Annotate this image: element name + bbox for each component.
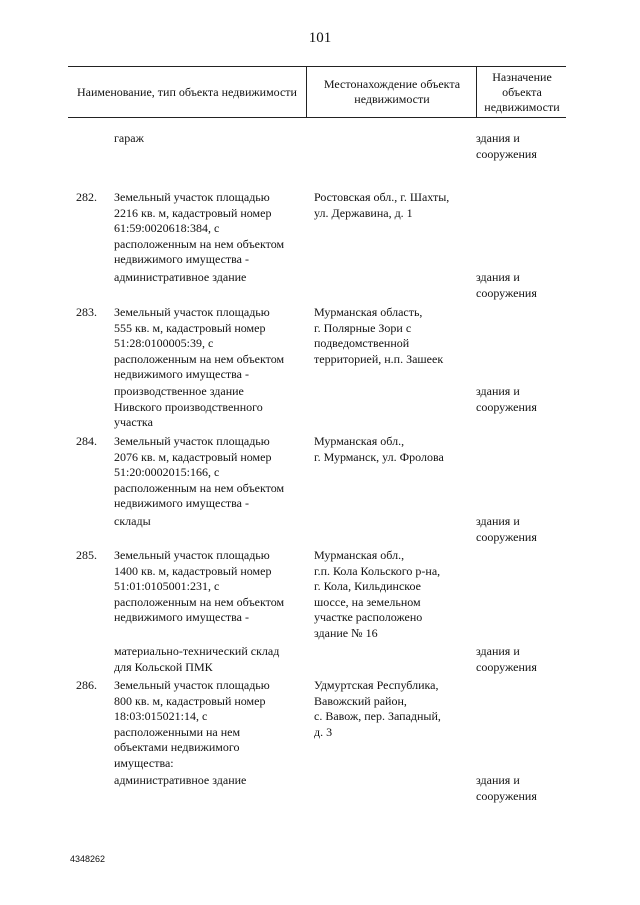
header-name-type: Наименование, тип объекта недвижимости: [77, 84, 297, 99]
row-number: 283.: [76, 305, 97, 319]
page-number: 101: [308, 30, 332, 46]
row-desc: административное здание: [114, 773, 247, 787]
row-desc: склады: [114, 514, 151, 528]
row-location: Ростовская обл., г. Шахты, ул. Державина, д. 1: [314, 190, 450, 220]
header-purpose: Назначение объекта недвижимости: [476, 67, 567, 117]
row-desc: Земельный участок площадью 800 кв. м, кадастровый номер 18:03:015021:14, с расположенными на нем объектами недвижимого имущества:: [114, 678, 270, 770]
row-purpose: здания и сооружения: [476, 773, 537, 803]
row-number: 285.: [76, 548, 97, 562]
row-desc: Земельный участок площадью 555 кв. м, кадастровый номер 51:28:0100005:39, с расположенным на нем объектом недвижимого имущества -: [114, 305, 285, 381]
row-location: Мурманская обл., г. Мурманск, ул. Фролова: [314, 434, 444, 464]
row-purpose: здания и сооружения: [476, 384, 537, 414]
row-number: 286.: [76, 678, 97, 692]
header-location: Местонахождение объекта недвижимости: [306, 67, 477, 117]
row-desc: производственное здание Нивского производственного участка: [114, 384, 263, 429]
row-purpose: здания и сооружения: [476, 270, 537, 300]
row-desc: гараж: [114, 131, 144, 145]
row-location: Удмуртская Республика, Вавожский район, с. Вавож, пер. Западный, д. 3: [314, 678, 441, 739]
row-location: Мурманская обл., г.п. Кола Кольского р-на, г. Кола, Кильдинское шоссе, на земельном участке расположено здание № 16: [314, 548, 441, 640]
row-desc: материально-технический склад для Кольской ПМК: [114, 644, 280, 674]
row-desc: Земельный участок площадью 2076 кв. м, кадастровый номер 51:20:0002015:166, с расположенным на нем объектом недвижимого имущества -: [114, 434, 285, 510]
row-number: 282.: [76, 190, 97, 204]
row-desc: Земельный участок площадью 2216 кв. м, кадастровый номер 61:59:0020618:384, с расположенным на нем объектом недвижимого имущества -: [114, 190, 285, 266]
table-header: [68, 66, 566, 118]
row-number: 284.: [76, 434, 97, 448]
footer-code: 4348262: [70, 854, 106, 864]
row-purpose: здания и сооружения: [476, 644, 537, 674]
row-desc: Земельный участок площадью 1400 кв. м, кадастровый номер 51:01:0105001:231, с расположенным на нем объектом недвижимого имущества -: [114, 548, 285, 624]
row-desc: административное здание: [114, 270, 247, 284]
row-location: Мурманская область, г. Полярные Зори с подведомственной территорией, н.п. Зашеек: [314, 305, 444, 366]
row-purpose: здания и сооружения: [476, 131, 537, 161]
row-purpose: здания и сооружения: [476, 514, 537, 544]
